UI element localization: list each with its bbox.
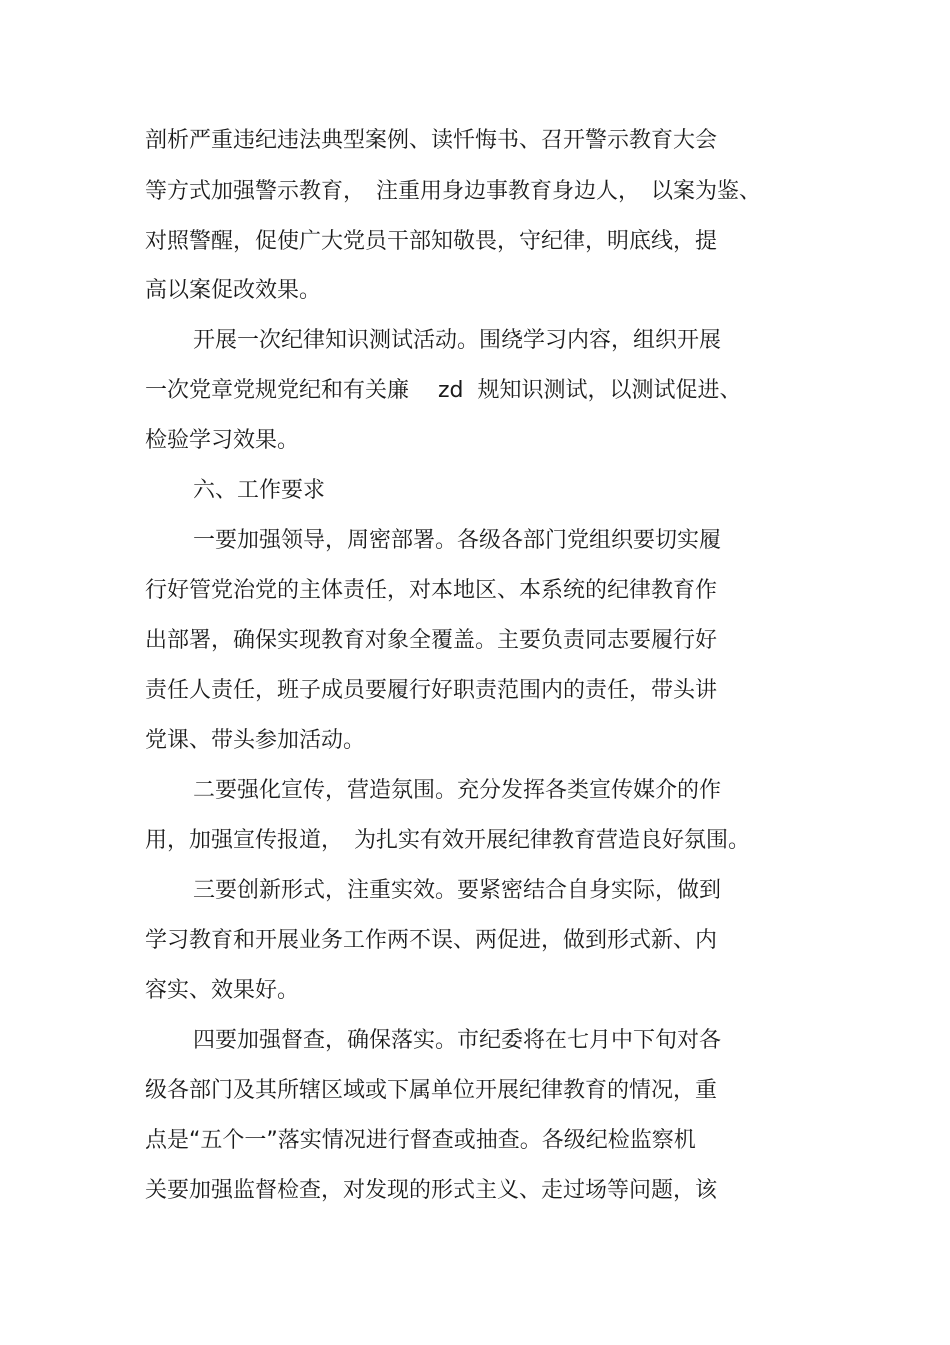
paragraph-first-line: 四要加强督查，确保落实。市纪委将在七月中下旬对各 bbox=[193, 1028, 722, 1053]
text-line: 级各部门及其所辖区域或下属单位开展纪律教育的情况，重 bbox=[145, 1078, 718, 1103]
text-line: 检验学习效果。 bbox=[145, 428, 300, 453]
text-line: 关要加强监督检查，对发现的形式主义、走过场等问题，该 bbox=[145, 1178, 718, 1203]
text-line: 责任人责任，班子成员要履行好职责范围内的责任，带头讲 bbox=[145, 678, 718, 703]
text-line: 出部署，确保实现教育对象全覆盖。主要负责同志要履行好 bbox=[145, 628, 718, 653]
text-line: 学习教育和开展业务工作两不误、两促进，做到形式新、内 bbox=[145, 928, 718, 953]
text-line: 高以案促改效果。 bbox=[145, 278, 322, 303]
section-heading: 六、工作要求 bbox=[193, 478, 326, 503]
text-line: 点是“五个一”落实情况进行督查或抽查。各级纪检监察机 bbox=[145, 1128, 696, 1153]
text-line: 容实、效果好。 bbox=[145, 978, 300, 1003]
paragraph-first-line: 开展一次纪律知识测试活动。围绕学习内容，组织开展 bbox=[193, 328, 722, 353]
paragraph-first-line: 一要加强领导，周密部署。各级各部门党组织要切实履 bbox=[193, 528, 722, 553]
text-line: 用，加强宣传报道， 为扎实有效开展纪律教育营造良好氛围。 bbox=[145, 828, 751, 853]
text-line: 党课、带头参加活动。 bbox=[145, 728, 366, 753]
text-line: 一次党章党规党纪和有关廉 zd 规知识测试，以测试促进、 bbox=[145, 378, 742, 403]
paragraph-first-line: 三要创新形式，注重实效。要紧密结合自身实际，做到 bbox=[193, 878, 722, 903]
text-line: 等方式加强警示教育， 注重用身边事教育身边人， 以案为鉴、 bbox=[145, 179, 762, 204]
paragraph-first-line: 二要强化宣传，营造氛围。充分发挥各类宣传媒介的作 bbox=[193, 778, 722, 803]
text-line: 行好管党治党的主体责任，对本地区、本系统的纪律教育作 bbox=[145, 578, 718, 603]
text-line: 对照警醒，促使广大党员干部知敬畏，守纪律，明底线，提 bbox=[145, 229, 718, 254]
text-line: 剖析严重违纪违法典型案例、读忏悔书、召开警示教育大会 bbox=[145, 128, 718, 153]
